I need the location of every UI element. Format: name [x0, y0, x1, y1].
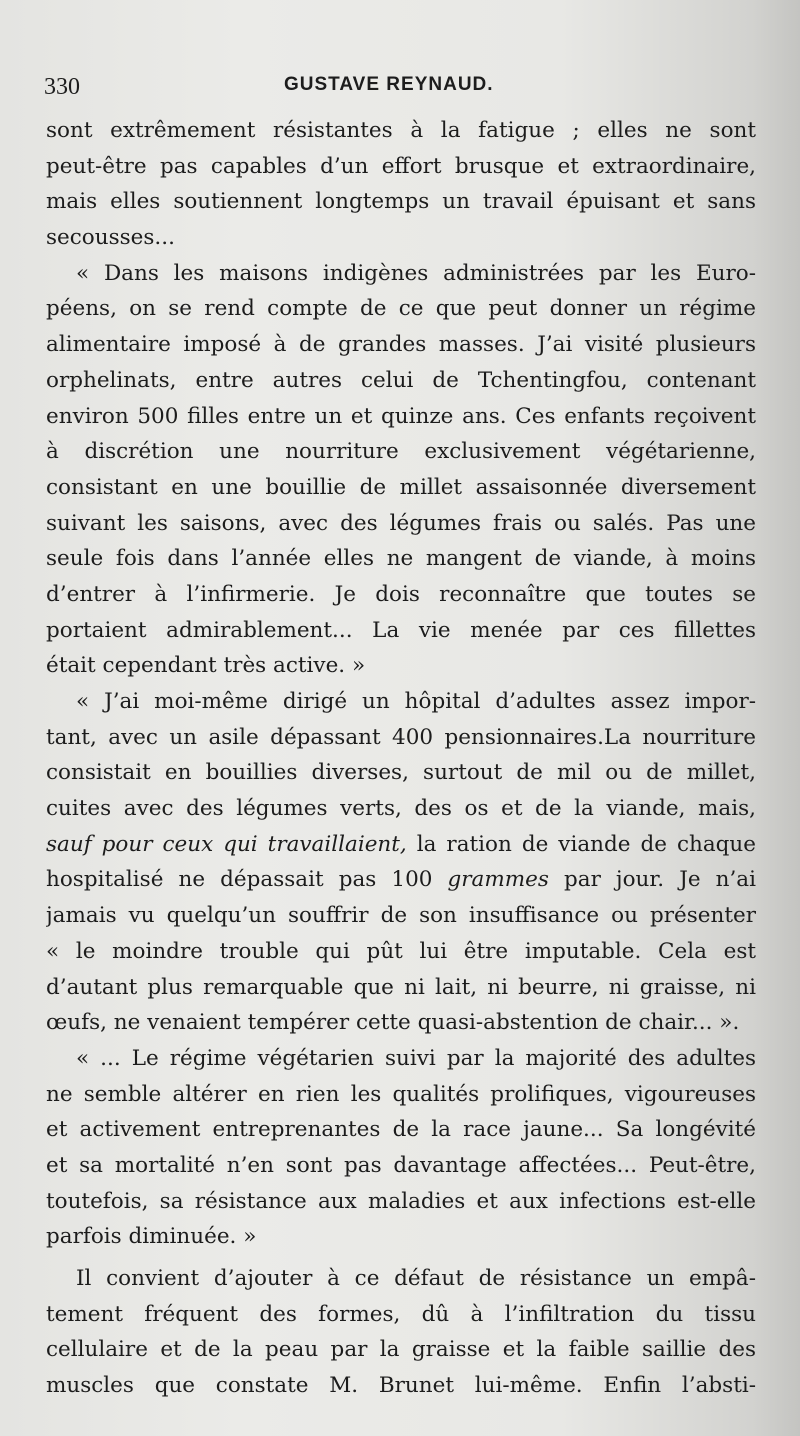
text-line: d’entrer à l’infirmerie. Je dois reconnaître que toutes se [46, 581, 756, 607]
text-line: « Dans les maisons indigènes administrées par les Euro- [76, 260, 756, 286]
text-line: à discrétion une nourriture exclusivement végétarienne, [46, 439, 756, 465]
text-line: péens, on se rend compte de ce que peut donner un régime [46, 296, 756, 322]
text-line: tant, avec un asile dépassant 400 pensionnaires.La nourriture [46, 724, 756, 750]
text-line [46, 862, 756, 898]
body-text [46, 113, 756, 1404]
text-line: parfois diminuée. » [46, 1224, 257, 1250]
text-line: tement fréquent des formes, dû à l’infiltration du tissu [46, 1301, 756, 1327]
text-line: et sa mortalité n’en sont pas davantage affectées... Peut-être, [46, 1152, 756, 1178]
page-number: 330 [44, 74, 80, 100]
text-line: d’autant plus remarquable que ni lait, ni beurre, ni graisse, ni [46, 974, 756, 1000]
text-line: « le moindre trouble qui pût lui être imputable. Cela est [46, 938, 756, 964]
text-line: suivant les saisons, avec des légumes frais ou salés. Pas une [46, 510, 756, 536]
text-line: muscles que constate M. Brunet lui-même. Enfin l’absti- [46, 1373, 756, 1399]
text-span: la ration de viande de chaque [406, 831, 756, 857]
text-line: et activement entreprenantes de la race jaune... Sa longévité [46, 1117, 756, 1143]
text-line: seule fois dans l’année elles ne mangent de viande, à moins [46, 546, 756, 572]
text-line: peut-être pas capables d’un effort brusque et extraordinaire, [46, 153, 756, 179]
text-line: œufs, ne venaient tempérer cette quasi-abstention de chair... ». [46, 1010, 740, 1036]
text-line: sont extrêmement résistantes à la fatigue ; elles ne sont [46, 118, 756, 143]
text-line: secousses... [46, 225, 175, 251]
text-line: ne semble altérer en rien les qualités prolifiques, vigoureuses [46, 1081, 756, 1107]
text-line: « J’ai moi-même dirigé un hôpital d’adultes assez impor- [76, 689, 756, 714]
text-line: consistait en bouillies diverses, surtout de mil ou de millet, [46, 760, 756, 786]
page-header [44, 70, 744, 104]
italic-phrase: grammes [447, 867, 549, 893]
text-line: cuites avec des légumes verts, des os et de la viande, mais, [46, 796, 756, 822]
text-line: mais elles soutiennent longtemps un travail épuisant et sans [46, 189, 756, 215]
text-line: était cependant très active. » [46, 653, 366, 679]
text-line: Il convient d’ajouter à ce défaut de résistance un empâ- [76, 1266, 756, 1291]
text-line: consistant en une bouillie de millet assaisonnée diversement [46, 474, 756, 500]
text-line: toutefois, sa résistance aux maladies et aux infections est-elle [46, 1188, 756, 1214]
text-line: cellulaire et de la peau par la graisse et la faible saillie des [46, 1337, 756, 1363]
running-title: GUSTAVE REYNAUD. [284, 74, 494, 95]
text-line: alimentaire imposé à de grandes masses. J’ai visité plusieurs [46, 332, 756, 358]
text-line: jamais vu quelqu’un souffrir de son insuffisance ou présenter [46, 903, 756, 929]
text-line: orphelinats, entre autres celui de Tchentingfou, contenant [46, 367, 756, 393]
text-line: environ 500 filles entre un et quinze ans. Ces enfants reçoivent [46, 403, 756, 429]
text-line: « ... Le régime végétarien suivi par la majorité des adultes [76, 1045, 756, 1071]
text-line: portaient admirablement... La vie menée par ces fillettes [46, 617, 756, 643]
text-span: hospitalisé ne dépassait pas 100 [46, 867, 448, 893]
text-span: par jour. Je n’ai [548, 867, 756, 893]
text-line [46, 827, 756, 863]
italic-phrase: sauf pour ceux qui travaillaient, [46, 831, 407, 857]
